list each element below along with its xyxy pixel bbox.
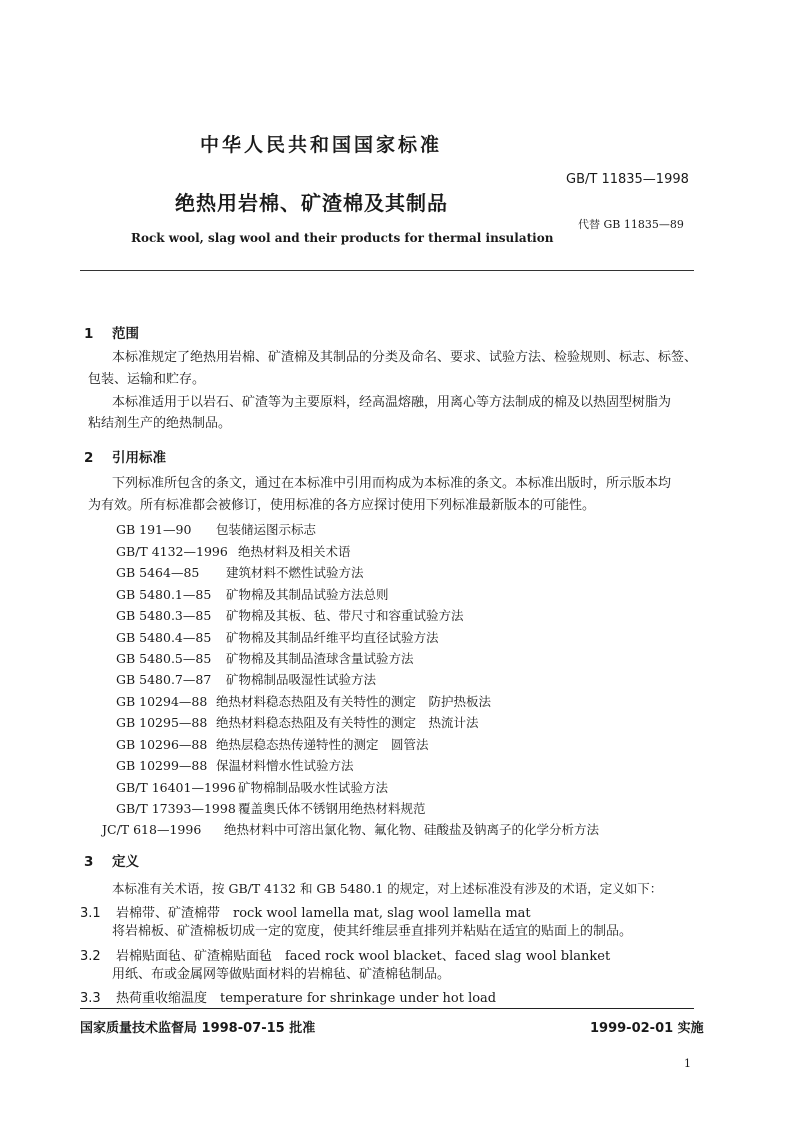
section-number: 1: [84, 326, 94, 342]
reference-item: [102, 820, 599, 838]
paragraph-line: 包装、运输和贮存。: [88, 372, 206, 387]
definition-3-2-term: [80, 945, 610, 964]
clause-number: 3.3: [80, 991, 101, 1006]
reference-item: [116, 735, 429, 753]
reference-code: GB 10295—88: [116, 715, 208, 730]
reference-title: 绝热材料及相关术语: [238, 544, 351, 559]
replaces-note: 代替 GB 11835—89: [578, 218, 684, 231]
reference-item: [116, 649, 414, 667]
term-text: 热荷重收缩温度 temperature for shrinkage under hot load: [116, 991, 497, 1006]
reference-title: 包装储运图示标志: [216, 522, 317, 537]
reference-code: GB/T 4132—1996: [116, 544, 228, 559]
document-title-cn: 绝热用岩棉、矿渣棉及其制品: [175, 191, 448, 215]
reference-code: GB 5480.4—85: [116, 630, 212, 645]
header-rule: [80, 270, 694, 271]
reference-title: 绝热层稳态热传递特性的测定 圆管法: [216, 737, 429, 752]
paragraph-line: 本标准规定了绝热用岩棉、矿渣棉及其制品的分类及命名、要求、试验方法、检验规则、标志、标签、: [112, 350, 698, 365]
reference-title: 矿物棉及其板、毡、带尺寸和容重试验方法: [226, 608, 464, 623]
section-title: 定义: [112, 854, 139, 870]
reference-item: [116, 563, 364, 581]
reference-item: [116, 692, 491, 710]
reference-code: GB 5464—85: [116, 565, 200, 580]
section-title: 引用标准: [112, 450, 166, 466]
reference-item: [116, 628, 439, 646]
reference-code: GB 10299—88: [116, 758, 208, 773]
reference-code: GB 10296—88: [116, 737, 208, 752]
reference-item: [116, 799, 426, 817]
term-text: 岩棉贴面毡、矿渣棉贴面毡 faced rock wool blacket、faced slag wool blanket: [116, 949, 611, 964]
reference-code: GB 5480.1—85: [116, 587, 212, 602]
section-number: 3: [84, 854, 94, 870]
paragraph-line: 下列标准所包含的条文，通过在本标准中引用而构成为本标准的条文。本标准出版时，所示版本均: [112, 476, 672, 491]
footer-rule: [80, 1008, 694, 1009]
reference-title: 绝热材料稳态热阻及有关特性的测定 热流计法: [216, 715, 479, 730]
clause-number: 3.1: [80, 906, 101, 921]
national-standard-heading: 中华人民共和国国家标准: [200, 134, 443, 156]
clause-number: 3.2: [80, 949, 101, 964]
reference-title: 保温材料憎水性试验方法: [216, 758, 354, 773]
reference-title: 建筑材料不燃性试验方法: [226, 565, 364, 580]
approval-line: 国家质量技术监督局 1998-07-15 批准: [80, 1021, 316, 1036]
reference-title: 矿物棉及其制品纤维平均直径试验方法: [226, 630, 439, 645]
reference-code: GB 5480.7—87: [116, 672, 212, 687]
reference-item: [116, 756, 354, 774]
reference-item: [116, 585, 389, 603]
section-2-heading: [84, 446, 166, 466]
section-3-heading: [84, 850, 139, 870]
reference-item: [116, 542, 351, 560]
reference-code: GB/T 16401—1996: [116, 780, 236, 795]
reference-code: GB 10294—88: [116, 694, 208, 709]
reference-code: GB 5480.3—85: [116, 608, 212, 623]
reference-code: GB/T 17393—1998: [116, 801, 236, 816]
reference-title: 矿物棉及其制品试验方法总则: [226, 587, 389, 602]
reference-title: 绝热材料中可溶出氯化物、氟化物、硅酸盐及钠离子的化学分析方法: [224, 822, 600, 837]
reference-title: 矿物棉制品吸水性试验方法: [238, 780, 389, 795]
definition-3-1-term: [80, 902, 531, 921]
reference-title: 绝热材料稳态热阻及有关特性的测定 防护热板法: [216, 694, 492, 709]
reference-title: 矿物棉制品吸湿性试验方法: [226, 672, 377, 687]
effective-date: 1999-02-01 实施: [590, 1021, 704, 1036]
reference-item: [116, 713, 479, 731]
reference-code: JC/T 618—1996: [102, 822, 202, 837]
section-title: 范围: [112, 326, 139, 342]
reference-item: [116, 778, 388, 796]
page-number: 1: [684, 1057, 691, 1070]
document-title-en: Rock wool, slag wool and their products for thermal insulation: [131, 231, 554, 245]
paragraph-line: 本标准适用于以岩石、矿渣等为主要原料，经高温熔融，用离心等方法制成的棉及以热固型树脂为: [112, 395, 672, 410]
section-1-heading: [84, 322, 139, 342]
reference-title: 覆盖奥氏体不锈钢用绝热材料规范: [238, 801, 426, 816]
paragraph-line: 本标准有关术语，按 GB/T 4132 和 GB 5480.1 的规定，对上述标准没有涉及的术语，定义如下：: [112, 881, 663, 896]
reference-title: 矿物棉及其制品渣球含量试验方法: [226, 651, 414, 666]
definition-3-1-text: 将岩棉板、矿渣棉板切成一定的宽度，使其纤维层垂直排列并粘贴在适宜的贴面上的制品。: [112, 924, 633, 939]
paragraph-line: 粘结剂生产的绝热制品。: [88, 416, 232, 431]
reference-item: [116, 670, 376, 688]
reference-item: [116, 606, 464, 624]
reference-code: GB 5480.5—85: [116, 651, 212, 666]
section-number: 2: [84, 450, 94, 466]
definition-3-3-term: [80, 987, 496, 1006]
paragraph-line: 为有效。所有标准都会被修订，使用标准的各方应探讨使用下列标准最新版本的可能性。: [88, 498, 596, 513]
term-text: 岩棉带、矿渣棉带 rock wool lamella mat, slag wool lamella mat: [116, 906, 531, 921]
definition-3-2-text: 用纸、布或金属网等做贴面材料的岩棉毡、矿渣棉毡制品。: [112, 967, 451, 982]
reference-item: [116, 520, 316, 538]
reference-code: GB 191—90: [116, 522, 192, 537]
standard-number: GB/T 11835—1998: [566, 172, 689, 187]
